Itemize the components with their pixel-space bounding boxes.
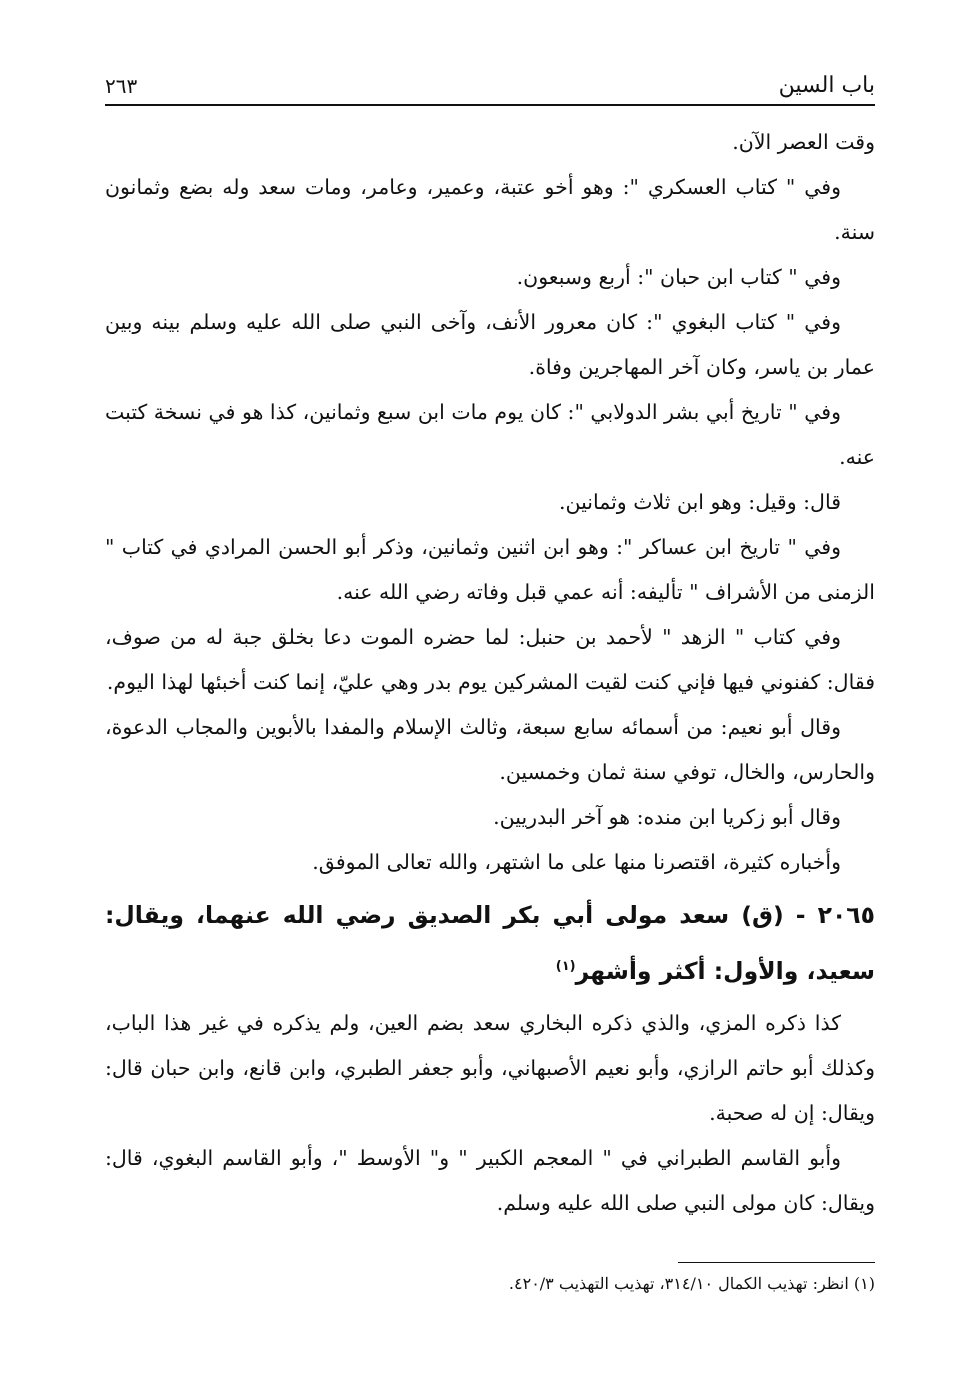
paragraphs-after xyxy=(105,1001,875,1226)
paragraph: وفي كتاب " الزهد " لأحمد بن حنبل: لما حضره الموت دعا بخلق جبة له من صوف، فقال: كفنوني فيها فإني كنت لقيت المشركين يوم بدر وهي عليّ، إنما كنت أخبئها لهذا اليوم. xyxy=(105,625,875,694)
page-body xyxy=(105,120,875,1299)
paragraphs-before xyxy=(105,120,875,885)
footnote: (١) انظر: تهذيب الكمال ٣١٤/١٠، تهذيب التهذيب ٤٢٠/٣. xyxy=(508,1274,875,1293)
page-header xyxy=(105,58,875,106)
paragraph: وفي " تاريخ ابن عساكر ": وهو ابن اثنين وثمانين، وذكر أبو الحسن المرادي في كتاب " الزمنى من الأشراف " تأليفه: أنه عمي قبل وفاته رضي الله عنه. xyxy=(105,535,875,604)
paragraph: وفي " تاريخ أبي بشر الدولابي ": كان يوم مات ابن سبع وثمانين، كذا هو في نسخة كتبت عنه. xyxy=(105,400,875,469)
paragraph: وقال أبو نعيم: من أسمائه سابع سبعة، وثالث الإسلام والمفدا بالأبوين والمجاب الدعوة، والحارس، والخال، توفي سنة ثمان وخمسين. xyxy=(105,715,875,784)
footnote-marker: (١) xyxy=(555,959,576,975)
paragraph: وفي " كتاب ابن حبان ": أربع وسبعون. xyxy=(516,265,841,289)
paragraph: وفي " كتاب البغوي ": كان معرور الأنف، وآخى النبي صلى الله عليه وسلم بينه وبين عمار بن ياسر، وكان آخر المهاجرين وفاة. xyxy=(105,310,875,379)
paragraph: كذا ذكره المزي، والذي ذكره البخاري سعد بضم العين، ولم يذكره في غير هذا الباب، وكذلك أبو حاتم الرازي، وأبو نعيم الأصبهاني، وأبو جعفر الطبري، وابن قانع، وابن حبان قال: ويقال: إن له صحبة. xyxy=(105,1011,875,1125)
paragraph: وقال أبو زكريا ابن منده: هو آخر البدريين. xyxy=(493,805,841,829)
paragraph: وأخباره كثيرة، اقتصرنا منها على ما اشتهر، والله تعالى الموفق. xyxy=(312,850,841,874)
entry-heading-text: ٢٠٦٥ - (ق) سعد مولى أبي بكر الصديق رضي الله عنهما، ويقال: سعيد، والأول: أكثر وأشهر xyxy=(105,901,875,985)
paragraph: وأبو القاسم الطبراني في " المعجم الكبير " و" الأوسط "، وأبو القاسم البغوي، قال: ويقال: كان مولى النبي صلى الله عليه وسلم. xyxy=(105,1146,875,1215)
paragraph: وفي " كتاب العسكري ": وهو أخو عتبة، وعمير، وعامر، ومات سعد وله بضع وثمانون سنة. xyxy=(105,175,875,244)
paragraph: وقت العصر الآن. xyxy=(732,130,875,154)
entry-heading xyxy=(105,887,875,999)
section-title: باب السين xyxy=(778,73,875,98)
page-number: ٢٦٣ xyxy=(105,74,138,98)
footnote-divider xyxy=(678,1262,875,1263)
paragraph: قال: وقيل: وهو ابن ثلاث وثمانين. xyxy=(558,490,841,514)
book-page xyxy=(105,58,875,1315)
